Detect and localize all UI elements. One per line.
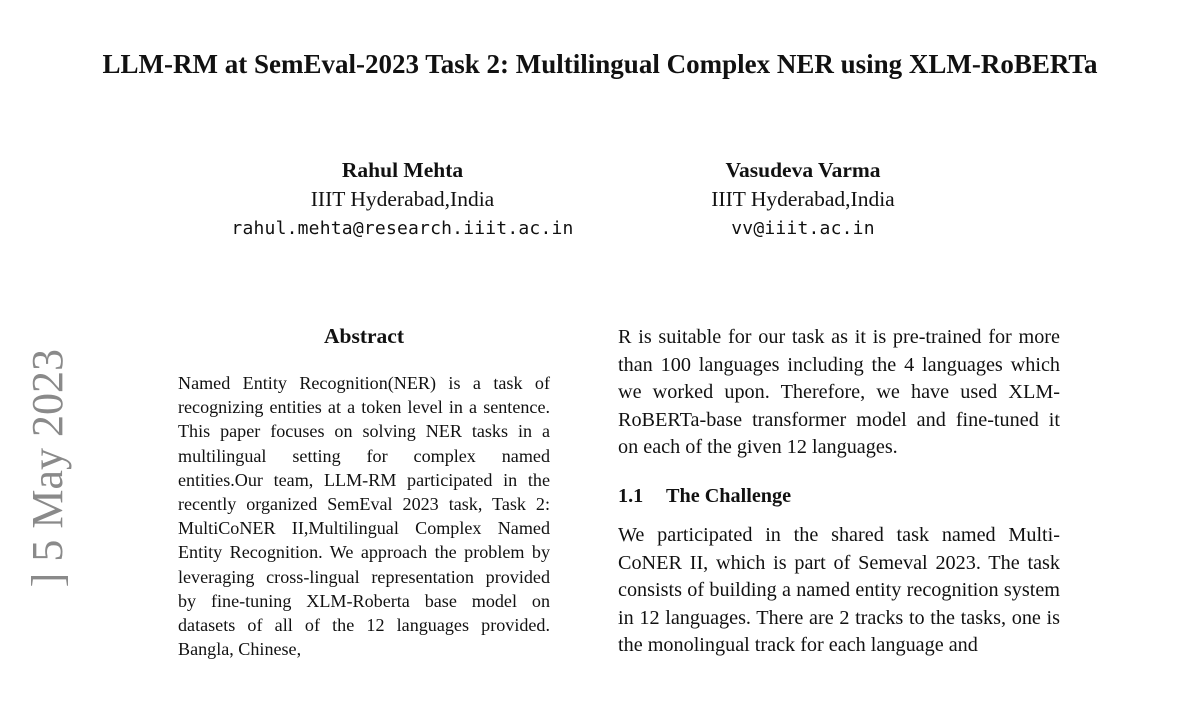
author-block-2: [648, 156, 958, 243]
section-heading: [618, 483, 1060, 510]
author-block-1: [200, 156, 605, 243]
author-email: rahul.mehta@research.iiit.ac.in: [231, 218, 574, 239]
paper-title: LLM-RM at SemEval-2023 Task 2: Multilingual Complex NER using XLM-RoBERTa: [102, 49, 1098, 79]
arxiv-side-stamp: ] 5 May 2023: [23, 349, 72, 588]
author-name: Vasudeva Varma: [725, 158, 881, 182]
intro-paragraph: R is suitable for our task as it is pre-trained for more than 100 languages including the 4 languages which we worked upon. Therefore, we have used XLM-RoBERTa-base transformer model and fine-tuned it on each of the given 12 languages.: [618, 326, 1060, 459]
section-paragraph: We participated in the shared task named Multi-CoNER II, which is part of Semeval 2023. The task consists of building a named entity recognition system in 12 languages. There are 2 tracks to the tasks, one is the monolingual track for each language and: [618, 524, 1060, 657]
section-title: The Challenge: [666, 485, 792, 507]
author-affiliation: IIIT Hyderabad,India: [711, 187, 895, 211]
abstract-heading: Abstract: [323, 324, 404, 348]
author-email: vv@iiit.ac.in: [731, 218, 875, 239]
abstract-text: Named Entity Recognition(NER) is a task of recognizing entities at a token level in a sentence. This paper focuses on solving NER tasks in a multilingual setting for complex named entities.Our team, LLM-RM participated in the recently organized SemEval 2023 task, Task 2: MultiCoNER II,Multilingual Complex Named Entity Recognition. We approach the problem by leveraging cross-lingual representation provided by fine-tuning XLM-Roberta base model on datasets of all of the 12 languages provided. Bangla, Chinese,: [178, 373, 550, 660]
author-name: Rahul Mehta: [341, 158, 464, 182]
section-number: 1.1: [618, 485, 644, 507]
author-affiliation: IIIT Hyderabad,India: [310, 187, 495, 211]
